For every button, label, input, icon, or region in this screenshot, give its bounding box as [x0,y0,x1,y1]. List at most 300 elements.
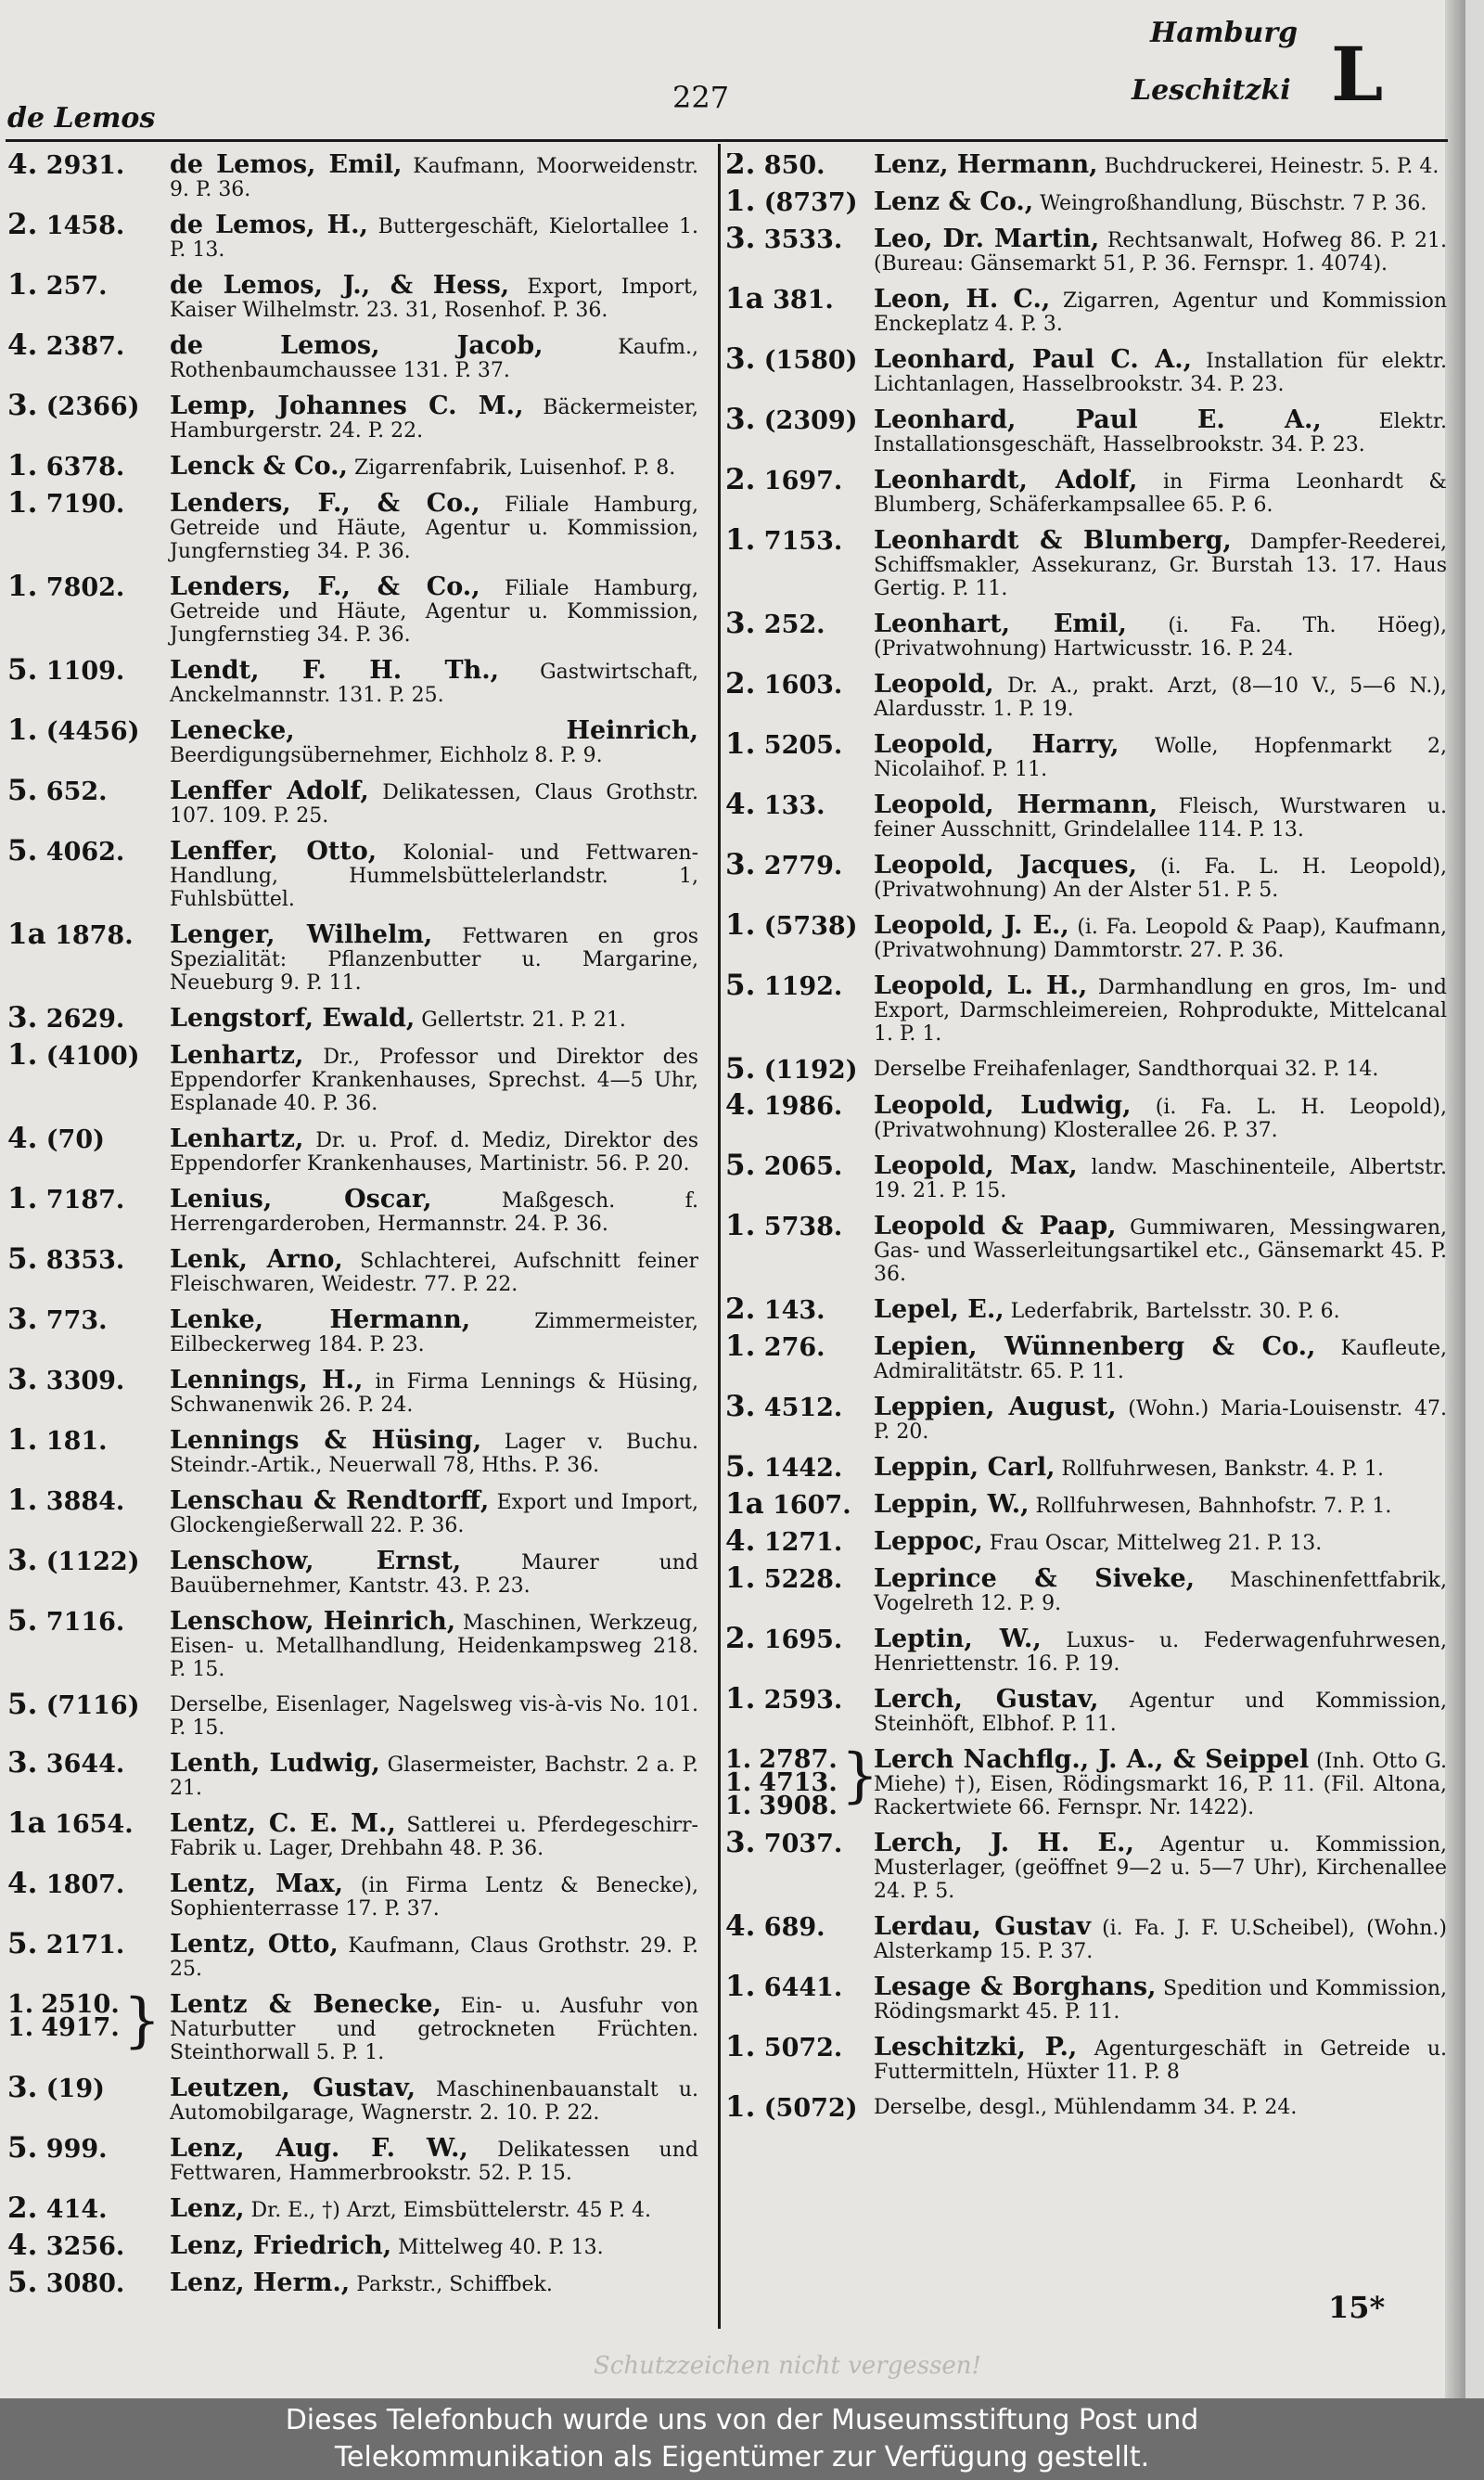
exchange-zone: 3. [7,1746,38,1780]
subscriber-details: Rollfuhrwesen, Bankstr. 4. P. 1. [1061,1458,1384,1481]
exchange-zone: 1. [725,1970,756,2003]
exchange-zone: 1. [7,1484,38,1517]
subscriber-name: Leopold, [874,670,994,699]
entry-text [170,2076,698,2125]
phone-number [725,1682,874,1715]
line-number-list [759,1745,838,1820]
directory-entry [7,2229,698,2262]
subscriber-name: Lerch Nachflg., J. A., & Seippel [874,1745,1310,1774]
subscriber-details: Buchdruckerei, Heinestr. 5. P. 4. [1104,155,1439,178]
entry-text [874,612,1447,661]
subscriber-details: (Wohn.) Maria-Louisenstr. 47. P. 20. [874,1397,1447,1444]
line-number: (70) [45,1125,105,1154]
subscriber-name: Leonhard, Paul C. A., [874,345,1192,374]
exchange-zone: 1. [7,1990,34,2019]
line-number: 133. [763,791,825,820]
exchange-zone: 5. [7,1688,38,1721]
directory-entry [725,1826,1447,1903]
exchange-zone: 2. [725,153,756,181]
phone-number [7,918,170,951]
directory-entry [725,667,1447,721]
line-number: 2787. [759,1745,838,1774]
line-number: (5738) [763,912,858,941]
entry-text [170,1245,698,1296]
entry-text [874,790,1447,842]
line-number: 6378. [45,453,125,482]
entry-text [874,405,1447,456]
directory-entry [725,607,1447,661]
line-number: 999. [45,2135,108,2164]
entry-text [874,526,1447,600]
phone-number [7,2071,170,2104]
subscriber-details: Agentur und Kommission, Steinhöft, Elbhof. P. 11. [874,1690,1447,1736]
entry-text [874,1527,1447,1556]
exchange-zone: 5. [7,834,38,867]
line-number: (2309) [763,406,858,435]
exchange-zone: 1. [725,727,756,761]
faint-footer-text: Schutzzeichen nicht vergessen! [594,2352,981,2380]
phone-number [725,2030,874,2063]
line-number: 3080. [45,2269,125,2298]
phone-number [7,389,170,422]
entry-text [170,2194,698,2223]
exchange-zone: 1. [725,1561,756,1595]
phone-number [7,1303,170,1336]
subscriber-details: Derselbe Freihafenlager, Sandthorquai 32. P. 14. [874,1058,1379,1081]
exchange-zone: 1. [725,185,756,218]
subscriber-details: Spedition und Kommission, Rödingsmarkt 45. P. 11. [874,1977,1447,2024]
subscriber-details: Elektr. Installationsgeschäft, Hasselbrookstr. 34. P. 23. [874,410,1447,456]
subscriber-name: Lenhartz, [170,1041,304,1070]
entry-text [874,1745,1447,1819]
entry-text [170,920,698,995]
phone-number [725,1487,874,1521]
directory-entry [725,1088,1447,1142]
entry-text [874,1490,1447,1519]
line-number: 143. [763,1296,825,1325]
subscriber-details: Delikatessen und Fettwaren, Hammerbrookstr. 52. P. 15. [170,2139,698,2185]
exchange-zone: 5. [7,774,38,807]
entry-text [874,187,1447,216]
subscriber-details: (i. Fa. J. F. U.Scheibel), (Wohn.) Alsterkamp 15. P. 37. [874,1917,1447,1963]
subscriber-details: landw. Maschinenteile, Albertstr. 19. 21. P. 15. [874,1156,1447,1202]
exchange-zone: 4. [725,788,756,821]
subscriber-name: Lenk, Arno, [170,1245,343,1274]
subscriber-name: Leopold, Harry, [874,730,1119,759]
header-right-name: Leschitzki [1132,74,1291,107]
phone-number [725,1622,874,1655]
entry-text [170,213,698,262]
page-note: 15* [1328,2290,1386,2325]
archive-footer [0,2398,1484,2480]
subscriber-details: (i. Fa. Leopold & Paap), Kaufmann, (Privatwohnung) Dammtorstr. 27. P. 36. [874,916,1447,962]
entry-text [874,1912,1447,1963]
subscriber-name: Leprince & Siveke, [874,1564,1196,1593]
directory-entry [7,2266,698,2299]
subscriber-details: Lager v. Buchu. Steindr.-Artik., Neuerwall 78, Hths. P. 36. [170,1431,698,1477]
subscriber-details: Export, Import, Kaiser Wilhelmstr. 23. 31, Rosenhof. P. 36. [170,276,698,322]
entry-text [170,716,698,767]
exchange-zone: 3. [725,607,756,640]
phone-number [725,969,874,1002]
subscriber-details: Derselbe, desgl., Mühlendamm 34. P. 24. [874,2096,1298,2119]
entry-text [170,1749,698,1800]
exchange-zone: 2. [7,2191,38,2225]
entry-text [170,1305,698,1356]
directory-entry [725,848,1447,902]
exchange-zone: 2. [7,208,38,241]
entry-text [170,271,698,322]
entry-text [170,1426,698,1477]
subscriber-details: Kolonial- und Fettwaren-Handlung, Hummelsbüttelerlandstr. 1, Fuhlsbüttel. [170,842,698,911]
entry-text [874,1972,1447,2024]
subscriber-details: (i. Fa. Th. Höeg), (Privatwohnung) Hartwicusstr. 16. P. 24. [874,614,1447,661]
phone-number [7,208,170,241]
directory-entry [7,1303,698,1356]
directory-entry [725,727,1447,781]
page-number: 227 [672,80,730,115]
directory-entry [7,449,698,482]
directory-entry [7,1423,698,1477]
subscriber-details: Gellertstr. 21. P. 21. [421,1009,626,1032]
line-number-list [41,1990,120,2049]
exchange-zone: 1. [7,2013,34,2042]
subscriber-details: Zigarrenfabrik, Luisenhof. P. 8. [353,456,676,480]
directory-entry [7,2191,698,2225]
line-number: (4100) [45,1042,140,1071]
entry-text [170,1607,698,1681]
line-number: 3908. [759,1792,838,1820]
subscriber-details: Sattlerei u. Pferdegeschirr-Fabrik u. Lager, Drehbahn 48. P. 36. [170,1814,698,1860]
line-number: (5072) [763,2094,858,2123]
phone-number [7,1604,170,1638]
directory-entry [7,1001,698,1034]
line-number: 4512. [763,1394,843,1422]
phone-number [725,523,874,557]
subscriber-details: (i. Fa. L. H. Leopold), (Privatwohnung) Klosterallee 26. P. 37. [874,1096,1447,1142]
phone-number [725,2090,874,2124]
line-number: 2387. [45,332,125,361]
entry-text [874,2033,1447,2084]
exchange-zone: 3. [7,1544,38,1577]
exchange-zone: 1. [7,1182,38,1215]
phone-number-group [725,1741,879,1820]
subscriber-name: Lenders, F., & Co., [170,572,480,601]
exchange-zone: 1. [725,2030,756,2063]
line-number: (4456) [45,717,140,746]
exchange-zone: 1. [7,268,38,302]
line-number: (8737) [763,188,858,217]
subscriber-name: Lerch, Gustav, [874,1685,1099,1714]
exchange-zone: 1. [725,1792,752,1820]
subscriber-name: Lengstorf, Ewald, [170,1004,416,1033]
entry-text [170,1809,698,1860]
exchange-zone: 3. [725,1390,756,1423]
entry-text [874,1685,1447,1736]
entry-text [874,1151,1447,1202]
line-number: 1878. [55,921,134,950]
directory-entry [7,1544,698,1598]
subscriber-name: de Lemos, Jacob, [170,331,544,360]
phone-number [7,570,170,603]
directory-entry [725,1292,1447,1326]
entry-text [874,345,1447,396]
subscriber-details: Frau Oscar, Mittelweg 21. P. 13. [989,1532,1323,1555]
phone-number [725,282,874,315]
exchange-zone: 1. [7,1038,38,1072]
line-number: 3533. [763,225,843,254]
subscriber-details: Filiale Hamburg, Getreide und Häute, Agentur u. Kommission, Jungfernstieg 34. P. 36. [170,494,698,563]
line-number: 850. [763,153,825,180]
subscriber-details: Fleisch, Wurstwaren u. feiner Ausschnitt, Grindelallee 114. P. 13. [874,795,1447,842]
line-number: 1603. [763,671,843,700]
subscriber-name: Lenz, Friedrich, [170,2231,392,2260]
subscriber-details: Kaufleute, Admiralitätstr. 65. P. 11. [874,1337,1447,1383]
subscriber-details: Zimmermeister, Eilbeckerweg 184. P. 23. [170,1310,698,1356]
phone-number [7,1806,170,1840]
subscriber-name: Leppoc, [874,1527,983,1556]
exchange-zone: 5. [7,1927,38,1960]
subscriber-name: Lenhartz, [170,1124,304,1153]
exchange-zone: 1. [725,1209,756,1242]
line-number: 7037. [763,1830,843,1858]
subscriber-name: Lenecke, Heinrich, [170,716,698,745]
line-number: 2510. [41,1990,120,2019]
directory-entry [725,342,1447,396]
column-divider [718,144,721,2329]
directory-entry [7,1927,698,1981]
phone-number [7,1484,170,1517]
directory-entry [7,1867,698,1921]
line-number: 4062. [45,838,125,867]
entry-text [170,1004,698,1033]
entry-text [170,572,698,647]
subscriber-name: Leopold, L. H., [874,971,1088,1000]
subscriber-details: Fettwaren en gros Spezialität: Pflanzenbutter u. Margarine, Neueburg 9. P. 11. [170,925,698,995]
subscriber-name: Leschitzki, P., [874,2033,1078,2062]
directory-entry [725,1487,1447,1521]
subscriber-details: Glasermeister, Bachstr. 2 a. P. 21. [170,1754,698,1800]
subscriber-details: Buttergeschäft, Kielortallee 1. P. 13. [170,215,698,262]
subscriber-details: Beerdigungsübernehmer, Eichholz 8. P. 9. [170,744,603,767]
subscriber-details: Maschinenfettfabrik, Vogelreth 12. P. 9. [874,1569,1447,1615]
subscriber-name: Lenffer, Otto, [170,837,377,866]
directory-entry [725,1524,1447,1558]
directory-entry [7,1484,698,1537]
directory-entry [7,713,698,767]
line-number: 1986. [763,1092,843,1121]
exchange-zone: 5. [725,1149,756,1182]
phone-number [7,2229,170,2262]
subscriber-name: Lentz, C. E. M., [170,1809,396,1838]
entry-text [874,1058,1447,1081]
entry-text [874,1395,1447,1444]
exchange-zone: 5. [725,969,756,1002]
subscriber-name: de Lemos, H., [170,211,368,239]
line-number: 8353. [45,1246,125,1275]
exchange-zone: 5. [7,653,38,687]
phone-number [725,153,874,181]
entry-text [170,1693,698,1740]
directory-entry [7,1604,698,1681]
directory-entry [7,486,698,563]
phone-number [7,1423,170,1457]
directory-entry [7,1746,698,1800]
phone-number [7,449,170,482]
line-number: 1271. [763,1528,843,1557]
exchange-zone: 1a [7,918,46,951]
entry-text [874,227,1447,276]
subscriber-name: Lenz, [170,2194,245,2223]
phone-number [7,268,170,302]
exchange-zone: 3. [7,2071,38,2104]
phone-number [725,1450,874,1484]
entry-text [874,466,1447,517]
subscriber-name: Lerdau, Gustav [874,1912,1091,1941]
exchange-zone-list [7,1990,34,2049]
phone-number [725,1330,874,1363]
subscriber-name: Lerch, J. H. E., [874,1829,1134,1857]
subscriber-name: Lenz, Hermann, [874,153,1098,179]
entry-text [874,1332,1447,1383]
exchange-zone: 4. [7,1867,38,1900]
entry-text [874,1627,1447,1676]
directory-entry [7,1038,698,1115]
directory-entry [7,268,698,322]
subscriber-name: Leopold, Hermann, [874,790,1158,819]
entry-text [874,1295,1447,1324]
subscriber-details: Gummiwaren, Messingwaren, Gas- und Wasserleitungsartikel etc., Gänsemarkt 45. P. 36. [874,1216,1447,1286]
phone-number [7,1688,170,1721]
exchange-zone: 1. [7,1423,38,1457]
header-left-name: de Lemos [7,102,156,135]
phone-number [725,1149,874,1182]
entry-text [874,285,1447,336]
phone-number [725,403,874,436]
phone-number [725,788,874,821]
directory-entry [725,523,1447,600]
subscriber-details: (in Firma Lentz & Benecke), Sophienterrasse 17. P. 37. [170,1874,698,1921]
subscriber-details: Dr., Professor und Direktor des Eppendorfer Krankenhauses, Sprechst. 4—5 Uhr, Esplanade 40. P. 36. [170,1046,698,1115]
subscriber-name: Lenger, Wilhelm, [170,920,433,949]
entry-text [170,1368,698,1417]
entry-text [874,911,1447,962]
line-number: 1654. [55,1810,134,1839]
directory-entry [725,1330,1447,1383]
subscriber-name: Leopold, Ludwig, [874,1091,1132,1120]
subscriber-name: Lesage & Borghans, [874,1972,1157,2001]
subscriber-name: Leopold, Jacques, [874,851,1137,880]
subscriber-name: Lepel, E., [874,1295,1004,1324]
exchange-zone: 3. [725,342,756,376]
subscriber-name: Leon, H. C., [874,285,1051,314]
phone-number [725,1052,874,1086]
subscriber-name: de Lemos, Emil, [170,153,403,179]
right-group-entry [725,1741,1447,1820]
exchange-zone: 1. [7,570,38,603]
subscriber-name: Lenck & Co., [170,452,348,481]
header-city: Hamburg [1150,17,1298,49]
line-number: (1580) [763,346,858,375]
line-number: 5738. [763,1213,843,1241]
exchange-zone: 3. [7,1363,38,1396]
directory-entry [725,1149,1447,1202]
directory-entry [7,328,698,382]
subscriber-name: Lentz, Otto, [170,1930,339,1959]
phone-number [7,1746,170,1780]
subscriber-name: Leonhart, Emil, [874,610,1127,638]
line-number: 6441. [763,1973,843,2002]
exchange-zone: 5. [725,1450,756,1484]
phone-number [7,153,170,181]
subscriber-name: Lentz & Benecke, [170,1990,441,2019]
entry-text [170,1041,698,1115]
subscriber-details: Maßgesch. f. Herrengarderoben, Hermannstr. 24. P. 36. [170,1189,698,1236]
exchange-zone: 2. [725,1292,756,1326]
exchange-zone: 4. [7,2229,38,2262]
subscriber-name: Lenschau & Rendtorff, [170,1486,490,1515]
exchange-zone: 2. [725,1622,756,1655]
left-entry-list-continued [7,2071,698,2299]
exchange-zone: 4. [7,1122,38,1155]
exchange-zone: 5. [7,2131,38,2165]
phone-number [7,1182,170,1215]
phone-number [725,607,874,640]
subscriber-name: Leopold & Paap, [874,1212,1117,1240]
phone-number [7,653,170,687]
entry-text [874,2096,1447,2119]
line-number: 381. [773,286,834,315]
directory-entry [725,1682,1447,1736]
phone-number [725,463,874,496]
entry-text [170,1124,698,1176]
phone-number [7,774,170,807]
left-column [7,153,698,2329]
exchange-zone: 3. [7,1001,38,1034]
subscriber-name: Leonhardt & Blumberg, [874,526,1232,555]
directory-entry [725,1052,1447,1086]
exchange-zone: 1. [725,523,756,557]
entry-text [874,1564,1447,1615]
subscriber-details: Maurer und Bauübernehmer, Kantstr. 43. P. 23. [170,1551,698,1598]
subscriber-details: Zigarren, Agentur und Kommission Enckeplatz 4. P. 3. [874,289,1447,336]
subscriber-details: Maschinenbauanstalt u. Automobilgarage, Wagnerstr. 2. 10. P. 22. [170,2078,698,2125]
line-number: 2629. [45,1005,125,1034]
entry-text [170,452,698,481]
exchange-zone: 3. [725,222,756,255]
directory-entry [7,208,698,262]
entry-text [170,153,698,201]
directory-entry [725,1561,1447,1615]
exchange-zone: 1. [725,1682,756,1715]
phone-number [725,1970,874,2003]
subscriber-name: Lenschow, Ernst, [170,1547,462,1575]
entry-text [170,489,698,563]
exchange-zone: 4. [725,1088,756,1122]
exchange-zone: 3. [725,848,756,881]
footer-line-1: Dieses Telefonbuch wurde uns von der Museumsstiftung Post und [285,2404,1199,2436]
exchange-zone: 1. [725,1768,752,1797]
phone-number [725,342,874,376]
directory-entry [7,153,698,201]
subscriber-name: Leppin, Carl, [874,1453,1055,1482]
line-number: (7116) [45,1691,140,1720]
directory-entry [725,1970,1447,2024]
entry-text [170,779,698,828]
entry-text [170,394,698,443]
phone-number [725,1390,874,1423]
exchange-zone: 1a [725,282,764,315]
